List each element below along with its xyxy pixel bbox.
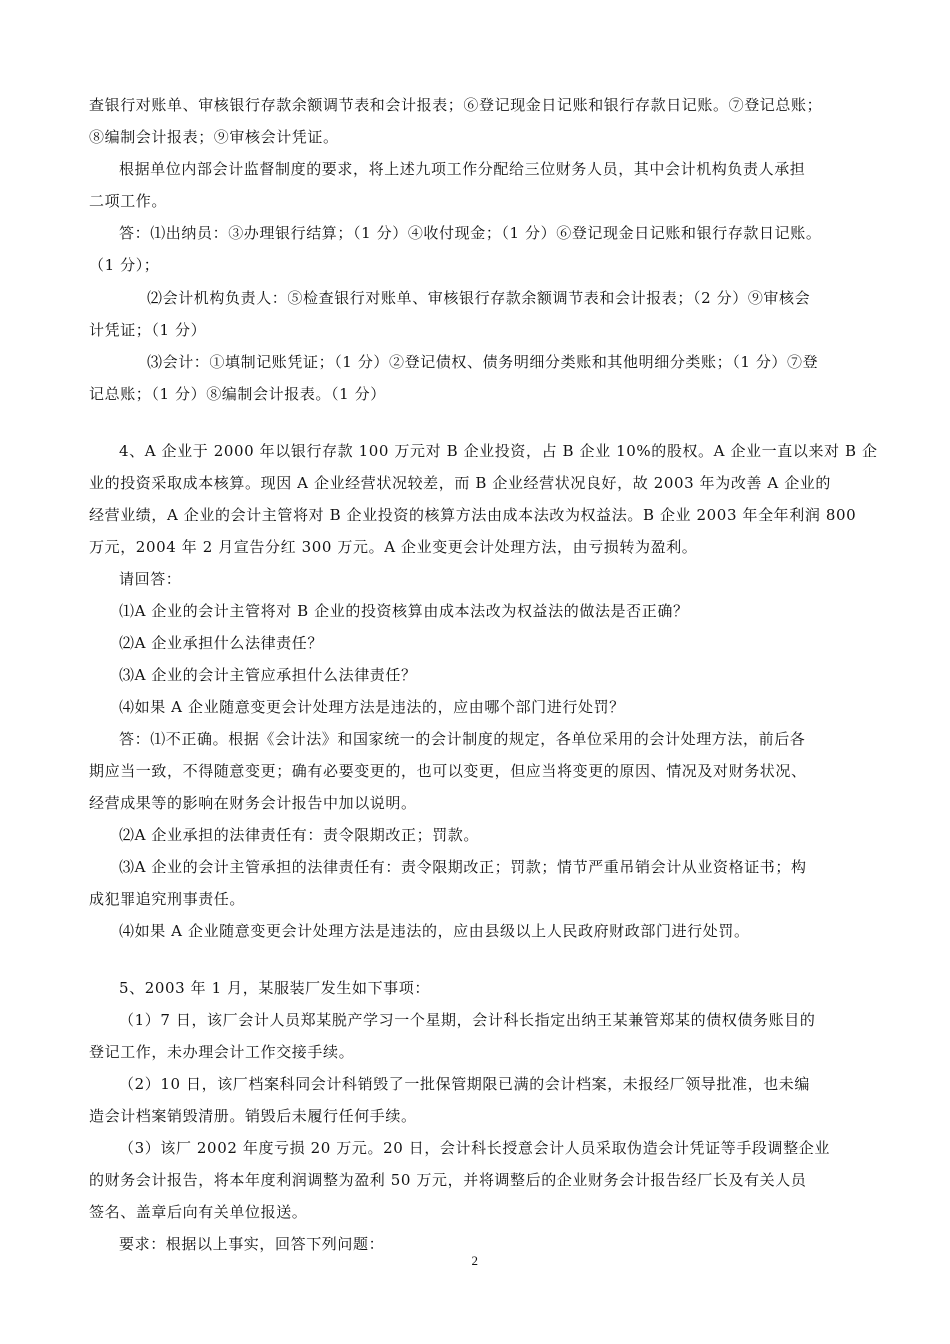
requirement-line: 要求：根据以上事实，回答下列问题： <box>119 1235 385 1253</box>
event-line: 的财务会计报告，将本年度利润调整为盈利 50 万元，并将调整后的企业财务会计报告经厂长及有关人员 <box>89 1171 807 1189</box>
paragraph-line: 二项工作。 <box>89 192 168 210</box>
event-line: 登记工作，未办理会计工作交接手续。 <box>89 1043 355 1061</box>
answer-line: ⑶A 企业的会计主管承担的法律责任有：责令限期改正；罚款；情节严重吊销会计从业资格证书；构 <box>119 858 807 876</box>
sub-question: ⑵A 企业承担什么法律责任？ <box>119 634 324 652</box>
event-line: （2）10 日，该厂档案科同会计科销毁了一批保管期限已满的会计档案，未报经厂领导批准，也未编 <box>119 1075 811 1093</box>
answer-line: 计凭证；（1 分） <box>89 321 207 339</box>
answer-line: 答：⑴不正确。根据《会计法》和国家统一的会计制度的规定，各单位采用的会计处理方法，前后各 <box>119 730 806 748</box>
event-line: （3）该厂 2002 年度亏损 20 万元。20 日，会计科长授意会计人员采取伪造会计凭证等手段调整企业 <box>119 1139 830 1157</box>
paragraph-line: 根据单位内部会计监督制度的要求，将上述九项工作分配给三位财务人员，其中会计机构负责人承担 <box>119 160 806 178</box>
answer-line: ⑶会计：①填制记账凭证；（1 分）②登记债权、债务明细分类账和其他明细分类账；（1 分）⑦登 <box>147 353 819 371</box>
answer-line: 成犯罪追究刑事责任。 <box>89 890 246 908</box>
question-line: 万元，2004 年 2 月宣告分红 300 万元。A 企业变更会计处理方法，由亏损转为盈利。 <box>89 538 698 556</box>
sub-question: ⑷如果 A 企业随意变更会计处理方法是违法的，应由哪个部门进行处罚？ <box>119 698 625 716</box>
paragraph-line: ⑧编制会计报表；⑨审核会计凭证。 <box>89 128 339 146</box>
paragraph-line: 查银行对账单、审核银行存款余额调节表和会计报表；⑥登记现金日记账和银行存款日记账。⑦登记总账； <box>89 96 823 114</box>
answer-line: 经营成果等的影响在财务会计报告中加以说明。 <box>89 794 417 812</box>
answer-line: ⑵会计机构负责人：⑤检查银行对账单、审核银行存款余额调节表和会计报表；（2 分）⑨审核会 <box>147 289 811 307</box>
event-line: 签名、盖章后向有关单位报送。 <box>89 1203 308 1221</box>
answer-line: 记总账；（1 分）⑧编制会计报表。（1 分） <box>89 385 386 403</box>
event-line: 造会计档案销毁清册。销毁后未履行任何手续。 <box>89 1107 417 1125</box>
question-line: 业的投资采取成本核算。现因 A 企业经营状况较差，而 B 企业经营状况良好，故 2003 年为改善 A 企业的 <box>89 474 832 492</box>
answer-line: ⑵A 企业承担的法律责任有：责令限期改正；罚款。 <box>119 826 480 844</box>
event-line: （1）7 日，该厂会计人员郑某脱产学习一个星期，会计科长指定出纳王某兼管郑某的债权债务账目的 <box>119 1011 816 1029</box>
question-line: 5、2003 年 1 月，某服装厂发生如下事项： <box>119 979 430 997</box>
sub-question: ⑶A 企业的会计主管应承担什么法律责任？ <box>119 666 417 684</box>
question-line: 请回答： <box>119 570 182 588</box>
answer-line: 期应当一致，不得随意变更；确有必要变更的，也可以变更，但应当将变更的原因、情况及对财务状况、 <box>89 762 807 780</box>
question-line: 经营业绩，A 企业的会计主管将对 B 企业投资的核算方法由成本法改为权益法。B 企业 2003 年全年利润 800 <box>89 506 857 524</box>
answer-line: 答：⑴出纳员：③办理银行结算；（1 分）④收付现金；（1 分）⑥登记现金日记账和银行存款日记账。 <box>119 224 822 242</box>
question-line: 4、A 企业于 2000 年以银行存款 100 万元对 B 企业投资，占 B 企业 10%的股权。A 企业一直以来对 B 企 <box>119 442 878 460</box>
page-number: 2 <box>471 1253 479 1268</box>
answer-line: ⑷如果 A 企业随意变更会计处理方法是违法的，应由县级以上人民政府财政部门进行处罚。 <box>119 922 750 940</box>
answer-line: （1 分）； <box>89 256 160 274</box>
sub-question: ⑴A 企业的会计主管将对 B 企业的投资核算由成本法改为权益法的做法是否正确？ <box>119 602 689 620</box>
